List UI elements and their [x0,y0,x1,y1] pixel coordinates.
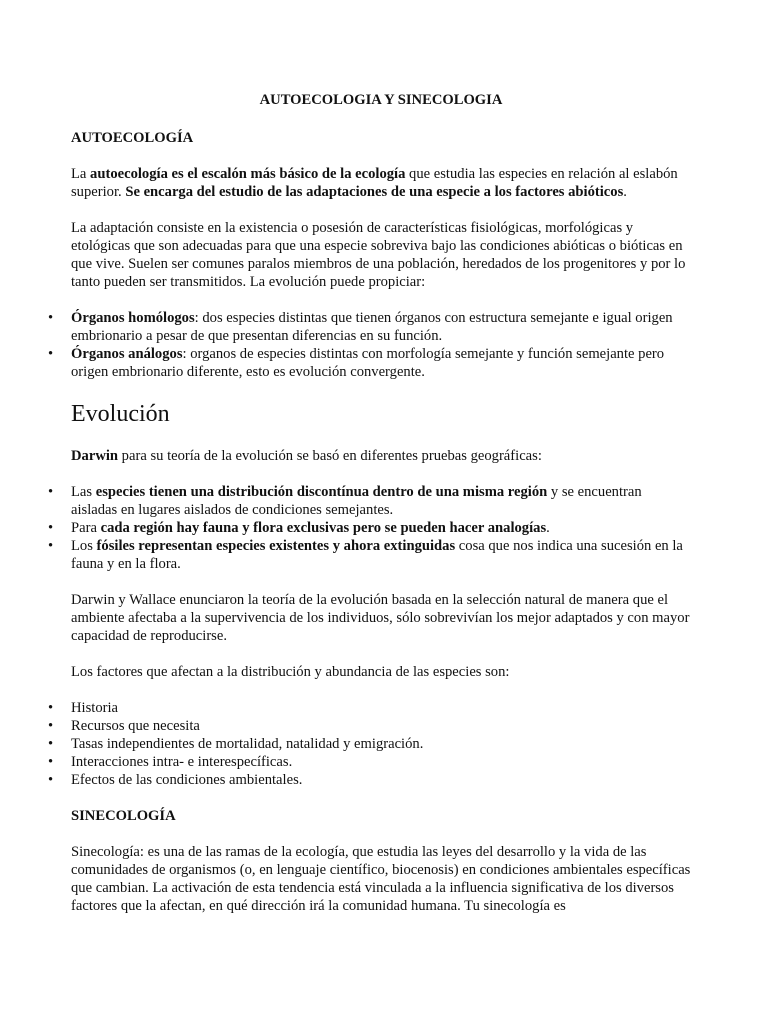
text-run: para su teoría de la evolución se basó en diferentes pruebas geográficas: [118,448,542,464]
bold-text-run: Órganos homólogos [71,310,195,326]
text-run: : organos de especies distintas con morfología semejante y función semejante pero origen embrionario diferente, esto es evolución convergente. [71,346,665,380]
text-run: Historia [71,700,119,716]
text-run: . [546,520,550,536]
bullet-icon: • [48,520,54,536]
bullet-icon: • [48,700,54,716]
bold-text-run: cada región hay fauna y flora exclusivas pero se pueden hacer analogías [100,520,547,536]
section-heading-sinecologia: SINECOLOGÍA [71,808,176,824]
paragraph-sinecologia: Sinecología: es una de las ramas de la ecología, que estudia las leyes del desarrollo y la vida de las comunidades de organismos (o, en lenguaje científico, biocenosis) en condiciones ambientales específicas que cambian. La activación de esta tendencia está vinculada a la influencia significativa de los diversos factores que la afectan, en qué dirección irá la comunidad humana. Tu sinecología es [71,844,691,914]
section-heading-evolucion: Evolución [71,401,170,427]
list-item [48,309,691,345]
list-item [48,537,691,573]
list-item [48,345,691,381]
section-heading-autoecologia: AUTOECOLOGÍA [71,130,194,146]
text-run: . [623,184,627,200]
list-item [48,717,691,735]
list-item [48,519,691,537]
pruebas-list [48,483,691,573]
organos-list [48,309,691,381]
bullet-icon: • [48,772,54,788]
text-run: Las [71,484,96,500]
bullet-icon: • [48,718,54,734]
bullet-icon: • [48,484,54,500]
text-run: Efectos de las condiciones ambientales. [71,772,303,788]
text-run: Interacciones intra- e interespecíficas. [71,754,293,770]
text-run: que estudia las especies en relación al eslabón superior. [71,166,678,200]
paragraph-adaptacion: La adaptación consiste en la existencia o posesión de características fisiológicas, morfológicas y etológicas que son adecuadas para que una especie sobreviva bajo las condiciones abióticas o bióticas en que vive. Suelen ser comunes paralos miembros de una población, heredados de los progenitores y por lo tanto pueden ser transmitidos. La evolución puede propiciar: [71,220,686,290]
list-item [48,699,691,717]
text-run: Recursos que necesita [71,718,200,734]
bold-text-run: especies tienen una distribución discontínua dentro de una misma región [95,484,548,500]
paragraph-darwin-wallace: Darwin y Wallace enunciaron la teoría de la evolución basada en la selección natural de manera que el ambiente afectaba a la supervivencia de los individuos, sólo sobrevivían los mejor adaptados y con mayor capacidad de reproducirse. [71,592,690,644]
text-run: : dos especies distintas que tienen órganos con estructura semejante e igual origen embrionario a pesar de que presentan diferencias en su función. [71,310,673,344]
list-item [48,735,691,753]
list-item [48,483,691,519]
bold-text-run: fósiles representan especies existentes y ahora extinguidas [96,538,456,554]
factores-list [48,699,691,789]
paragraph-factores-intro: Los factores que afectan a la distribución y abundancia de las especies son: [71,664,510,680]
bullet-icon: • [48,346,54,362]
document-title: AUTOECOLOGIA Y SINECOLOGIA [259,92,503,108]
text-run: Para [71,520,101,536]
list-item [48,771,691,789]
document-page [48,91,691,933]
bold-text-run: Darwin [71,448,119,464]
text-run: Los [71,538,97,554]
text-run: cosa que nos indica una sucesión en la fauna y en la flora. [71,538,683,572]
bold-text-run: autoecología es el escalón más básico de la ecología [90,166,406,182]
text-run: Tasas independientes de mortalidad, natalidad y emigración. [71,736,424,752]
bold-text-run: Órganos análogos [71,346,183,362]
text-run: La [71,166,91,182]
text-run: y se encuentran aisladas en lugares aislados de condiciones semejantes. [71,484,642,518]
bullet-icon: • [48,310,54,326]
bullet-icon: • [48,736,54,752]
paragraph-autoecologia-intro [71,165,691,201]
bullet-icon: • [48,538,54,554]
list-item [48,753,691,771]
bullet-icon: • [48,754,54,770]
paragraph-darwin [71,447,691,465]
bold-text-run: Se encarga del estudio de las adaptaciones de una especie a los factores abióticos [125,184,624,200]
